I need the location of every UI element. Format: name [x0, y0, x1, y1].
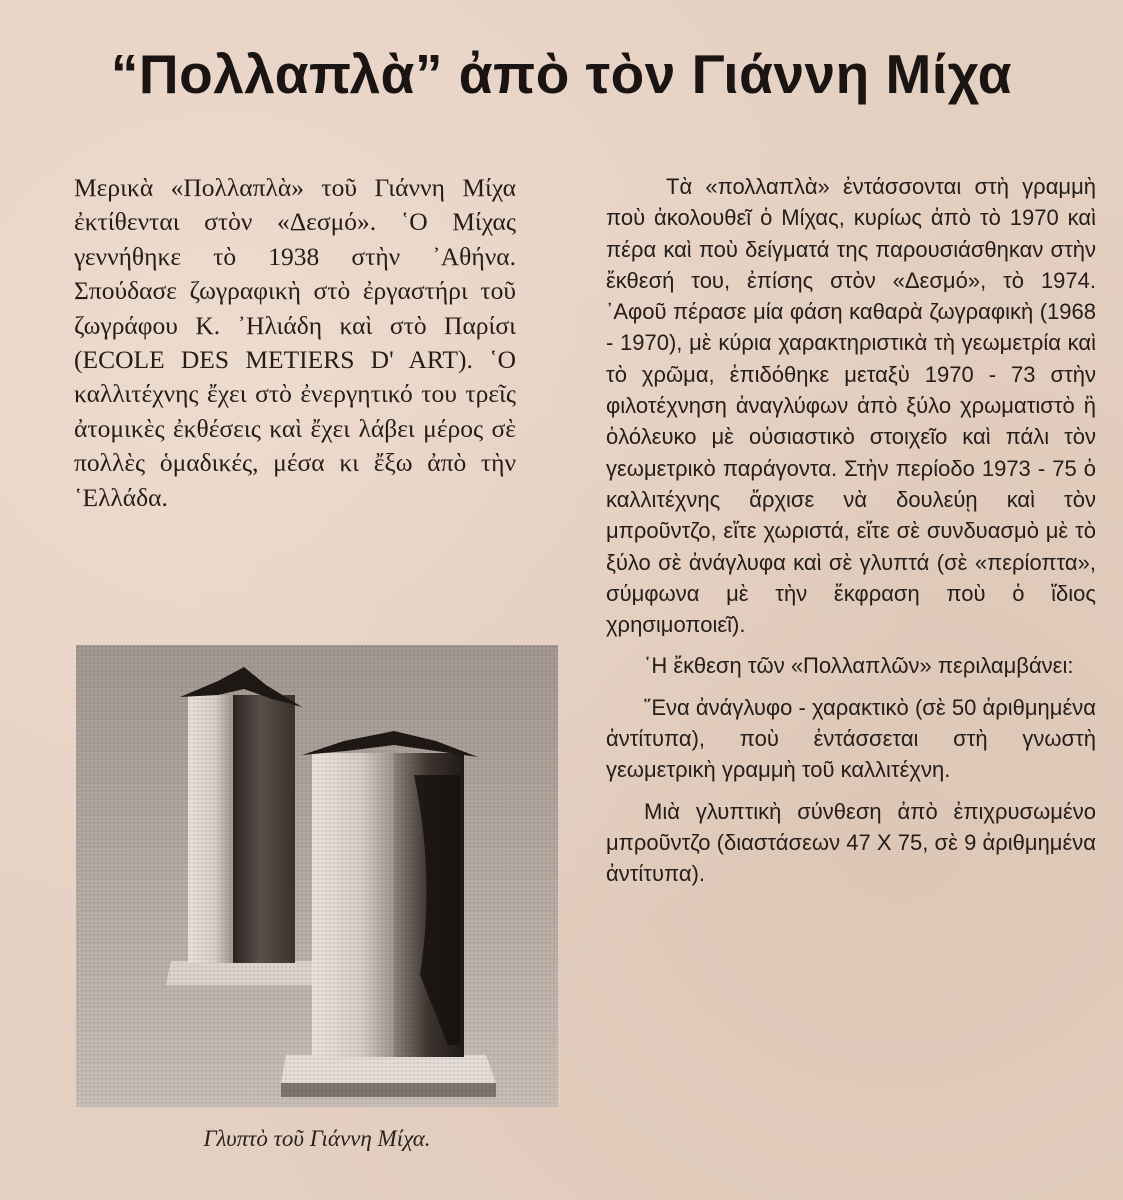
body-paragraph: Μιὰ γλυπτικὴ σύνθεση ἀπὸ ἐπιχρυσωμένο μπροῦντζο (διαστάσεων 47 Χ 75, σὲ 9 ἀριθμημένα ἀντίτυπα).	[606, 798, 1096, 887]
intro-paragraph: Μερικὰ «Πολλαπλὰ» τοῦ Γιάννη Μίχα ἐκτίθενται στὸν «Δεσμό». ῾Ο Μίχας γεννήθηκε τὸ 1938 στὴν ᾿Αθήνα. Σπούδασε ζωγραφικὴ στὸ ἐργαστήρι τοῦ ζωγράφου Κ. ᾿Ηλιάδη καὶ στὸ Παρίσι (ECOLE DES METIERS D' ART). ῾Ο καλλιτέχνης ἔχει στὸ ἐνεργητικό του τρεῖς ἀτομικὲς ἐκθέσεις καὶ ἔχει λάβει μέρος σὲ πολλὲς ὁμαδικές, μέσα κι ἔξω ἀπὸ τὴν ῾Ελλάδα.	[74, 173, 516, 512]
photo-caption: Γλυπτὸ τοῦ Γιάννη Μίχα.	[203, 1126, 431, 1151]
body-paragraph: Τὰ «πολλαπλὰ» ἐντάσσονται στὴ γραμμὴ ποὺ ἀκολουθεῖ ὁ Μίχας, κυρίως ἀπὸ τὸ 1970 καὶ πέρα καὶ ποὺ δείγματά της παρουσιάσθηκαν στὴν ἔκθεσή του, ἐπίσης στὸν «Δεσμό», τὸ 1974. ᾿Αφοῦ πέρασε μία φάση καθαρὰ ζωγραφικὴ (1968 - 1970), μὲ κύρια χαρακτηριστικὰ τὴ γεωμετρία καὶ τὸ χρῶμα, ἐπιδόθηκε μεταξὺ 1970 - 73 στὴν φιλοτέχνηση ἀναγλύφων ἀπὸ ξύλο χρωματιστὸ ἢ ὁλόλευκο μὲ οὐσιαστικὸ στοιχεῖο καὶ πάλι τὸν γεωμετρικὸ παράγοντα. Στὴν περίοδο 1973 - 75 ὁ καλλιτέχνης ἄρχισε νὰ δουλεύῃ καὶ τὸν μπροῦντζο, εἴτε χωριστά, εἴτε σὲ συνδυασμὸ μὲ τὸ ξύλο σὲ ἀνάγλυφα καὶ σὲ γλυπτά (σὲ «περίοπτα», σύμφωνα μὲ τὴν ἔκφραση ποὺ ὁ ἴδιος χρησιμοποιεῖ).	[606, 174, 1096, 638]
body-paragraph: ῾Η ἔκθεση τῶν «Πολλαπλῶν» περιλαμβάνει:	[644, 653, 1074, 679]
body-paragraph: ῞Ενα ἀνάγλυφο - χαρακτικὸ (σὲ 50 ἀριθμημένα ἀντίτυπα), ποὺ ἐντάσσεται στὴ γνωστὴ γεωμετρικὴ γραμμὴ τοῦ καλλιτέχνη.	[606, 694, 1096, 783]
sculpture-photo	[76, 645, 558, 1107]
article-title: “Πολλαπλὰ” ἀπὸ τὸν Γιάννη Μίχα	[110, 43, 1013, 105]
main-column	[606, 171, 1096, 900]
intro-column	[74, 171, 516, 515]
